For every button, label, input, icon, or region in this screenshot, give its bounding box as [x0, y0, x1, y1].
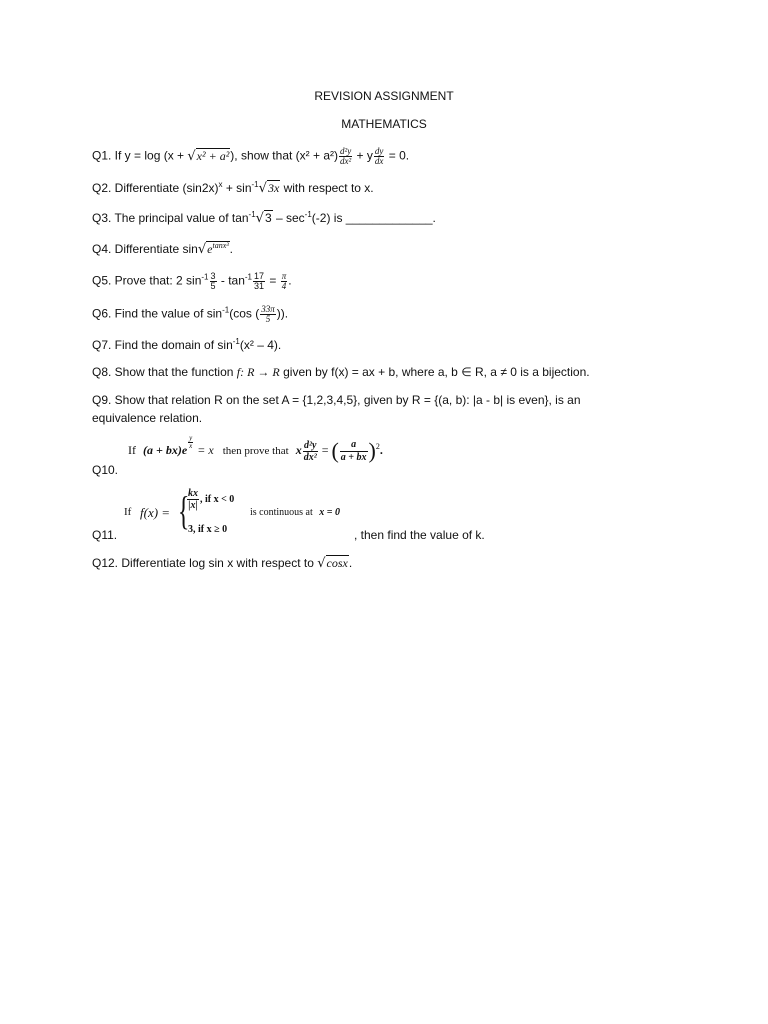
- fraction: $\frac{\text{d²y}}{\text{dx²}}$: [340, 146, 352, 166]
- continuity-condition: is continuous at x = 0: [250, 507, 340, 518]
- question-5: Q5. Prove that: 2 $\sin^{-1}$ $\frac{3}{5}$ - $\tan^{-1}$ $\frac{17}{31}$ = $\frac{\pi}{4}$ .: [92, 271, 292, 291]
- question-10-label: Q10.: [92, 463, 119, 477]
- fraction: $\frac{\pi}{4}$: [281, 271, 287, 291]
- sqrt-expression: √3x: [258, 181, 280, 196]
- fraction: $\frac{dy}{dx}$: [374, 146, 384, 166]
- fraction: $\frac{3}{5}$: [210, 271, 216, 291]
- assignment-title: REVISION ASSIGNMENT: [314, 89, 454, 103]
- sqrt-expression: $√e^{tanx^3}$: [197, 241, 229, 257]
- question-10-equation: If (a + bx)e $^{\frac{y}{x}}$ = x then prove that x $\frac{\text{d²y}}{\text{dx²}}$ = ( $\frac{a}{a + bx}$ )$^2$.: [128, 434, 383, 463]
- fraction: $\frac{17}{31}$: [254, 271, 265, 291]
- sqrt-expression: √3: [255, 211, 272, 226]
- piecewise-case-2: 3, if x ≥ 0: [188, 524, 228, 535]
- question-6: Q6. Find the value of $\sin^{-1}(\cos$ ( $\frac{33\pi}{5}$ )).: [92, 304, 289, 324]
- question-1: Q1. If y = log (x + √x² + a²), show that (x² + a²) $\frac{\text{d²y}}{\text{dx²}}$ + y $\frac{dy}{dx}$ = 0.: [92, 146, 410, 166]
- sqrt-expression: √x² + a²: [187, 148, 230, 164]
- question-9-line-2: equivalence relation.: [92, 411, 203, 425]
- left-brace: {: [177, 488, 190, 533]
- piecewise-case-1: $\frac{kx}{|x|}$ , if x < 0: [188, 488, 235, 511]
- fraction: $\frac{33\pi}{5}$: [261, 304, 275, 324]
- sqrt-expression: √cosx: [317, 556, 348, 571]
- question-2: Q2. Differentiate $(\sin 2x)^x + \sin^{-1}√3x$ with respect to x.: [92, 180, 374, 196]
- question-4: Q4. Differentiate $\sin√e^{tanx^3}$.: [92, 241, 233, 257]
- question-12: Q12. Differentiate log sin x with respect to √cosx.: [92, 556, 353, 571]
- question-11-function: f(x) =: [140, 505, 171, 520]
- question-8: Q8. Show that the function f: R → R given by f(x) = ax + b, where a, b ∈ R, a ≠ 0 is a bijection.: [92, 365, 590, 379]
- subject-title: MATHEMATICS: [341, 117, 427, 131]
- question-3: Q3. The principal value of $\tan^{-1}√3 - \sec^{-1}(-2)$ is _____________.: [92, 210, 436, 226]
- question-11-suffix: , then find the value of k.: [354, 528, 485, 542]
- question-9-line-1: Q9. Show that relation R on the set A = {1,2,3,4,5}, given by R = {(a, b): |a - b| is even}, is an: [92, 393, 581, 407]
- question-11-label: Q11.: [92, 528, 118, 542]
- question-11-if: If: [124, 506, 132, 518]
- question-7: Q7. Find the domain of $\sin^{-1}(x^2 - 4)$.: [92, 337, 282, 352]
